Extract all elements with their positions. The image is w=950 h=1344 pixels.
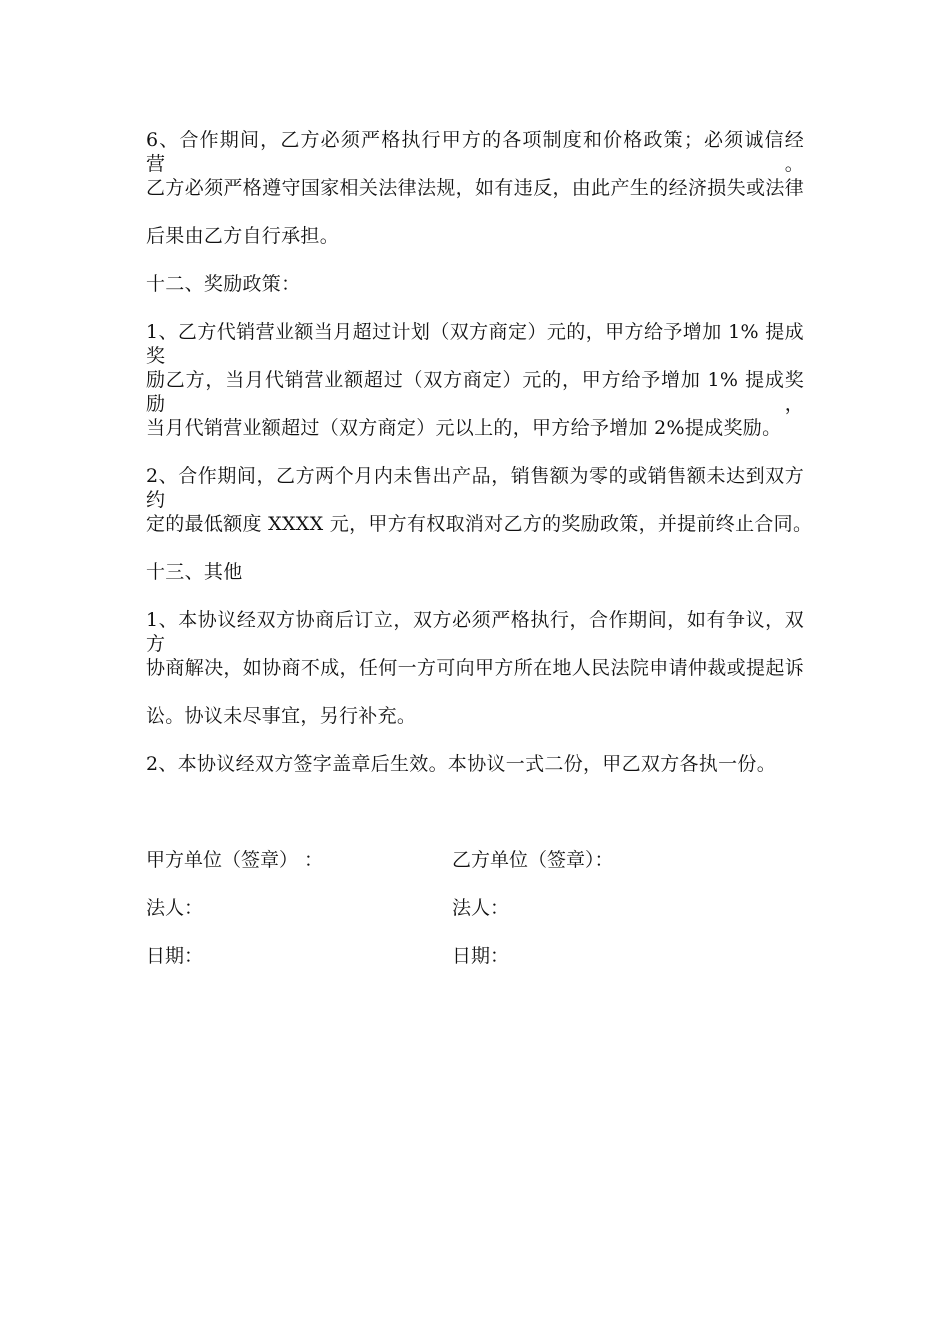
section12-item2-line2: 定的最低额度 XXXX 元，甲方有权取消对乙方的奖励政策，并提前终止合同。: [146, 513, 813, 535]
section12-item1-line2: 励乙方，当月代销营业额超过（双方商定）元的，甲方给予增加 1% 提成奖励，: [146, 369, 804, 415]
clause6-line2: 乙方必须严格遵守国家相关法律法规，如有违反，由此产生的经济损失或法律: [146, 177, 804, 199]
section12-item1-line3: 当月代销营业额超过（双方商定）元以上的，甲方给予增加 2%提成奖励。: [146, 417, 782, 439]
party-b-legal-label: 法人：: [452, 897, 510, 919]
section12-item2-line1: 2、合作期间，乙方两个月内未售出产品，销售额为零的或销售额未达到双方约: [146, 465, 804, 511]
section12-heading: 十二、奖励政策：: [146, 273, 301, 295]
clause6-line1: 6、合作期间，乙方必须严格执行甲方的各项制度和价格政策；必须诚信经营。: [146, 129, 804, 175]
section13-item1-line1: 1、本协议经双方协商后订立，双方必须严格执行，合作期间，如有争议，双方: [146, 609, 804, 655]
section13-heading: 十三、其他: [146, 561, 243, 583]
clause6-line3: 后果由乙方自行承担。: [146, 225, 340, 247]
party-b-unit-label: 乙方单位（签章）：: [452, 849, 614, 871]
party-a-unit-label: 甲方单位（签章） ：: [146, 849, 324, 871]
section12-item1-line1: 1、乙方代销营业额当月超过计划（双方商定）元的，甲方给予增加 1% 提成奖: [146, 321, 804, 367]
section13-item1-line3: 讼。协议未尽事宜，另行补充。: [146, 705, 417, 727]
party-a-legal-label: 法人：: [146, 897, 204, 919]
party-a-date-label: 日期：: [146, 945, 204, 967]
section13-item2-line1: 2、本协议经双方签字盖章后生效。本协议一式二份，甲乙双方各执一份。: [146, 753, 776, 775]
section13-item1-line2: 协商解决，如协商不成，任何一方可向甲方所在地人民法院申请仲裁或提起诉: [146, 657, 804, 679]
party-b-date-label: 日期：: [452, 945, 510, 967]
